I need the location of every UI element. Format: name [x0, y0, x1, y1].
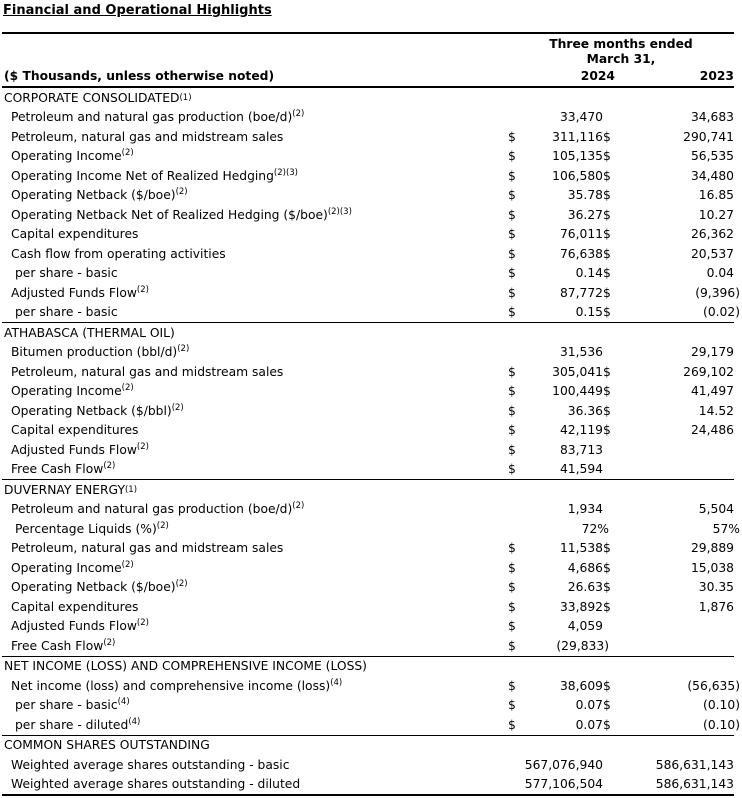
row-label [2, 404, 508, 418]
section-header-row [2, 657, 734, 677]
header-spacer [2, 52, 508, 67]
table-row [2, 539, 734, 559]
table-row [2, 460, 734, 480]
table-row [2, 166, 734, 186]
row-label [2, 130, 508, 144]
row-label [2, 345, 508, 359]
value-2024: 33,470 [559, 110, 603, 125]
currency-symbol-2023: $ [603, 129, 611, 144]
value-2023: (0.10) [703, 698, 740, 713]
value-2024: 0.15 [575, 305, 603, 320]
section-header-row [2, 323, 734, 343]
row-label-text: Operating Netback Net of Realized Hedging ($/boe) [11, 207, 328, 222]
table-row [2, 755, 734, 775]
currency-symbol-2024: $ [508, 541, 516, 556]
value-2024: 26.63 [567, 580, 603, 595]
value-2024: 41,594 [559, 462, 603, 477]
value-2024: 311,116 [552, 129, 603, 144]
table-row [2, 676, 740, 696]
row-label [2, 266, 508, 280]
table-row [2, 264, 734, 284]
value-2023: 29,179 [690, 345, 734, 360]
value-2024: 76,638 [559, 246, 603, 261]
section [2, 479, 740, 656]
currency-symbol-2024: $ [508, 149, 516, 164]
row-label-text: per share - diluted [15, 717, 129, 732]
row-label-text: Capital expenditures [11, 423, 139, 438]
row-label [2, 286, 508, 300]
row-label [2, 777, 508, 791]
row-label [2, 561, 508, 575]
value-2024: 106,580 [552, 168, 603, 183]
table-row [2, 696, 740, 716]
row-label [2, 247, 508, 261]
footnote-superscript: (2) [103, 637, 116, 648]
currency-symbol-2023: $ [603, 560, 611, 575]
row-label-text: Adjusted Funds Flow [11, 619, 137, 634]
table-row [2, 147, 734, 167]
currency-symbol-2023: $ [603, 149, 611, 164]
value-2023: 34,683 [690, 110, 734, 125]
value-2023: 30.35 [698, 580, 734, 595]
period-label-line2: March 31, [586, 52, 656, 66]
value-2024: 100,449 [552, 384, 603, 399]
footnote-superscript: (2)(3) [327, 206, 352, 217]
value-2023: 29,889 [690, 541, 734, 556]
currency-symbol-2023: $ [603, 403, 611, 418]
currency-symbol-2024: $ [508, 423, 516, 438]
year-column-2023: 2023 [699, 68, 734, 83]
value-2023: 41,497 [690, 384, 734, 399]
row-label [2, 169, 508, 183]
table-row [2, 636, 734, 656]
currency-symbol-2024: $ [508, 129, 516, 144]
header-spacer [2, 37, 508, 52]
value-2023: 269,102 [683, 364, 734, 379]
section-header-row [2, 736, 734, 756]
row-label-text: Petroleum, natural gas and midstream sales [11, 364, 284, 379]
value-2024: 567,076,940 [524, 757, 603, 772]
footnote-superscript: (2) [136, 618, 149, 629]
value-2024: 35.78 [567, 188, 603, 203]
row-label [2, 365, 508, 379]
value-2024: 31,536 [559, 345, 603, 360]
row-label-text: Petroleum, natural gas and midstream sales [11, 129, 284, 144]
footnote-superscript: (2) [136, 284, 149, 295]
currency-symbol-2023: $ [603, 541, 611, 556]
currency-symbol-2023: $ [603, 168, 611, 183]
table-row [2, 440, 734, 460]
table-row [2, 303, 740, 323]
currency-symbol-2024: $ [508, 384, 516, 399]
section-name: COMMON SHARES OUTSTANDING [4, 738, 210, 753]
row-label [2, 443, 508, 457]
row-label [2, 208, 508, 222]
currency-symbol-2024: $ [508, 207, 516, 222]
footnote-superscript: (4) [330, 677, 343, 688]
value-2024: 0.07 [575, 698, 603, 713]
currency-symbol-2023: $ [603, 364, 611, 379]
row-label-text: Operating Netback ($/bbl) [11, 403, 172, 418]
value-2024: 577,106,504 [524, 777, 603, 792]
row-label-text: Operating Netback ($/boe) [11, 188, 176, 203]
table-row [2, 186, 734, 206]
table-row [2, 205, 734, 225]
currency-symbol-2024: $ [508, 698, 516, 713]
row-label [2, 718, 508, 732]
value-2023: 24,486 [690, 423, 734, 438]
row-label [2, 423, 508, 437]
table-header [2, 32, 734, 88]
value-2024: 36.36 [567, 403, 603, 418]
table-row [2, 343, 734, 363]
value-2023: 586,631,143 [655, 777, 734, 792]
row-label [2, 679, 508, 693]
section-name: NET INCOME (LOSS) AND COMPREHENSIVE INCOME (LOSS) [4, 659, 367, 674]
row-label [2, 698, 508, 712]
row-label [2, 384, 508, 398]
section [2, 88, 740, 322]
value-2023: 5,504 [698, 502, 734, 517]
value-2024: 87,772 [559, 285, 603, 300]
row-label-text: Adjusted Funds Flow [11, 285, 137, 300]
period-label-line1: Three months ended [549, 37, 693, 51]
currency-symbol-2024: $ [508, 638, 516, 653]
row-label [2, 639, 508, 653]
footnote-superscript: (4) [128, 716, 141, 727]
table-row [2, 578, 734, 598]
currency-symbol-2024: $ [508, 599, 516, 614]
currency-symbol-2023: $ [603, 305, 611, 320]
table-row [2, 519, 740, 539]
value-2024: 4,059 [567, 619, 603, 634]
footnote-superscript: (2) [121, 559, 134, 570]
value-2024: 305,041 [552, 364, 603, 379]
value-2023: 34,480 [690, 168, 734, 183]
currency-symbol-2024: $ [508, 619, 516, 634]
table-row [2, 715, 740, 735]
currency-symbol-2023: $ [603, 678, 611, 693]
row-label-text: Capital expenditures [11, 599, 139, 614]
row-label-text: Cash flow from operating activities [11, 246, 226, 261]
row-label [2, 600, 508, 614]
value-2023: 57% [712, 521, 740, 536]
section-name: DUVERNAY ENERGY [4, 482, 125, 497]
value-2023: 14.52 [698, 403, 734, 418]
value-2023: 1,876 [698, 599, 734, 614]
table-row [2, 283, 740, 303]
value-2023: 56,535 [690, 149, 734, 164]
currency-symbol-2023: $ [603, 207, 611, 222]
footnote-superscript: (4) [117, 697, 130, 708]
row-label-text: Petroleum and natural gas production (boe/d) [11, 110, 293, 125]
currency-symbol-2024: $ [508, 266, 516, 281]
section [2, 322, 734, 479]
currency-symbol-2023: $ [603, 580, 611, 595]
value-2023: 0.04 [706, 266, 734, 281]
row-label-text: per share - basic [15, 698, 118, 713]
table-row [2, 597, 734, 617]
table-row [2, 500, 734, 520]
value-2023: 290,741 [683, 129, 734, 144]
row-label-text: Bitumen production (bbl/d) [11, 345, 178, 360]
page-title: Financial and Operational Highlights [3, 3, 272, 18]
value-2024: 38,609 [559, 678, 603, 693]
row-label-text: Capital expenditures [11, 227, 139, 242]
row-label-text: Petroleum and natural gas production (boe/d) [11, 502, 293, 517]
currency-symbol-2024: $ [508, 168, 516, 183]
value-2023: (0.02) [703, 305, 740, 320]
currency-symbol-2023: $ [603, 698, 611, 713]
value-2023: (0.10) [703, 717, 740, 732]
value-2024: 33,892 [559, 599, 603, 614]
unit-label: ($ Thousands, unless otherwise noted) [4, 68, 275, 83]
section-name: ATHABASCA (THERMAL OIL) [4, 325, 175, 340]
section-header-row: CORPORATE CONSOLIDATED (1) [4, 90, 192, 105]
value-2023: 10.27 [698, 207, 734, 222]
row-label [2, 462, 508, 476]
currency-symbol-2023: $ [603, 266, 611, 281]
row-label [2, 149, 508, 163]
currency-symbol-2023: $ [603, 227, 611, 242]
section-name: CORPORATE CONSOLIDATED [4, 90, 180, 105]
table-row [2, 244, 734, 264]
currency-symbol-2024: $ [508, 364, 516, 379]
value-2024: (29,833) [556, 638, 609, 653]
value-2024: 0.14 [575, 266, 603, 281]
row-label [2, 227, 508, 241]
value-2023: 15,038 [690, 560, 734, 575]
row-label [2, 758, 508, 772]
table-row [2, 617, 734, 637]
currency-symbol-2024: $ [508, 246, 516, 261]
value-2024: 76,011 [559, 227, 603, 242]
row-label-text: per share - basic [15, 305, 118, 320]
currency-symbol-2023: $ [603, 285, 611, 300]
value-2024: 11,538 [559, 541, 603, 556]
footnote-superscript: (2) [292, 501, 305, 512]
value-2023: 20,537 [690, 246, 734, 261]
currency-symbol-2024: $ [508, 442, 516, 457]
currency-symbol-2023: $ [603, 423, 611, 438]
footnote-superscript: (2) [175, 187, 188, 198]
footnote-superscript: (2) [103, 461, 116, 472]
row-label-text: Weighted average shares outstanding - diluted [11, 777, 301, 792]
value-2024: 83,713 [559, 442, 603, 457]
footnote-superscript: (2) [136, 441, 149, 452]
footnote-superscript: (2) [156, 520, 169, 531]
year-column-2024: 2024 [580, 68, 615, 83]
currency-symbol-2024: $ [508, 403, 516, 418]
currency-symbol-2023: $ [603, 188, 611, 203]
footnote-superscript: (2) [121, 148, 134, 159]
value-2023: (9,396) [695, 285, 740, 300]
section [2, 656, 740, 735]
row-label [2, 502, 508, 516]
value-2024: 72% [581, 521, 609, 536]
row-label [2, 522, 508, 536]
currency-symbol-2024: $ [508, 560, 516, 575]
footnote-superscript: (2) [121, 383, 134, 394]
section-header-row: DUVERNAY ENERGY (1) [4, 482, 138, 497]
row-label [2, 619, 508, 633]
row-label-text: per share - basic [15, 266, 118, 281]
row-label [2, 580, 508, 594]
currency-symbol-2024: $ [508, 678, 516, 693]
table-row [2, 225, 734, 245]
table-row [2, 775, 734, 795]
value-2024: 36.27 [567, 207, 603, 222]
row-label-text: Operating Income Net of Realized Hedging [11, 168, 274, 183]
currency-symbol-2024: $ [508, 462, 516, 477]
currency-symbol-2023: $ [603, 717, 611, 732]
currency-symbol-2024: $ [508, 717, 516, 732]
currency-symbol-2023: $ [603, 599, 611, 614]
footnote-superscript: (2) [292, 109, 305, 120]
table-row [2, 421, 734, 441]
row-label-text: Operating Netback ($/boe) [11, 580, 176, 595]
table-row [2, 401, 734, 421]
value-2024: 0.07 [575, 717, 603, 732]
table-row [2, 362, 734, 382]
footnote-superscript: (2) [177, 344, 190, 355]
period-header-row-2 [2, 52, 734, 67]
row-label-text: Percentage Liquids (%) [15, 521, 157, 536]
value-2023: 16.85 [698, 188, 734, 203]
currency-symbol-2023: $ [603, 384, 611, 399]
row-label-text: Free Cash Flow [11, 638, 104, 653]
footnote-superscript: (2)(3) [273, 167, 298, 178]
footnote-superscript: (2) [171, 402, 184, 413]
row-label [2, 541, 508, 555]
value-2024: 105,135 [552, 149, 603, 164]
value-2023: 26,362 [690, 227, 734, 242]
row-label-text: Operating Income [11, 384, 122, 399]
currency-symbol-2024: $ [508, 580, 516, 595]
row-label [2, 188, 508, 202]
value-2024: 42,119 [559, 423, 603, 438]
table-row [2, 382, 734, 402]
value-2023: (56,635) [687, 678, 740, 693]
section [2, 735, 734, 795]
currency-symbol-2024: $ [508, 305, 516, 320]
currency-symbol-2023: $ [603, 246, 611, 261]
table-row [2, 127, 734, 147]
row-label-text: Petroleum, natural gas and midstream sales [11, 541, 284, 556]
row-label-text: Free Cash Flow [11, 462, 104, 477]
value-2024: 4,686 [567, 560, 603, 575]
footnote-superscript: (2) [175, 579, 188, 590]
financial-table [2, 32, 740, 796]
row-label-text: Operating Income [11, 149, 122, 164]
table-row [2, 108, 734, 128]
row-label-text: Adjusted Funds Flow [11, 442, 137, 457]
currency-symbol-2024: $ [508, 188, 516, 203]
row-label [2, 305, 508, 319]
value-2023: 586,631,143 [655, 757, 734, 772]
value-2024: 1,934 [567, 502, 603, 517]
row-label-text: Weighted average shares outstanding - basic [11, 757, 290, 772]
row-label [2, 110, 508, 124]
period-header-row-1 [2, 37, 734, 52]
row-label-text: Operating Income [11, 560, 122, 575]
row-label-text: Net income (loss) and comprehensive income (loss) [11, 678, 331, 693]
table-row [2, 558, 734, 578]
currency-symbol-2024: $ [508, 285, 516, 300]
table-sections [2, 88, 740, 794]
year-header-row [2, 67, 734, 84]
currency-symbol-2024: $ [508, 227, 516, 242]
